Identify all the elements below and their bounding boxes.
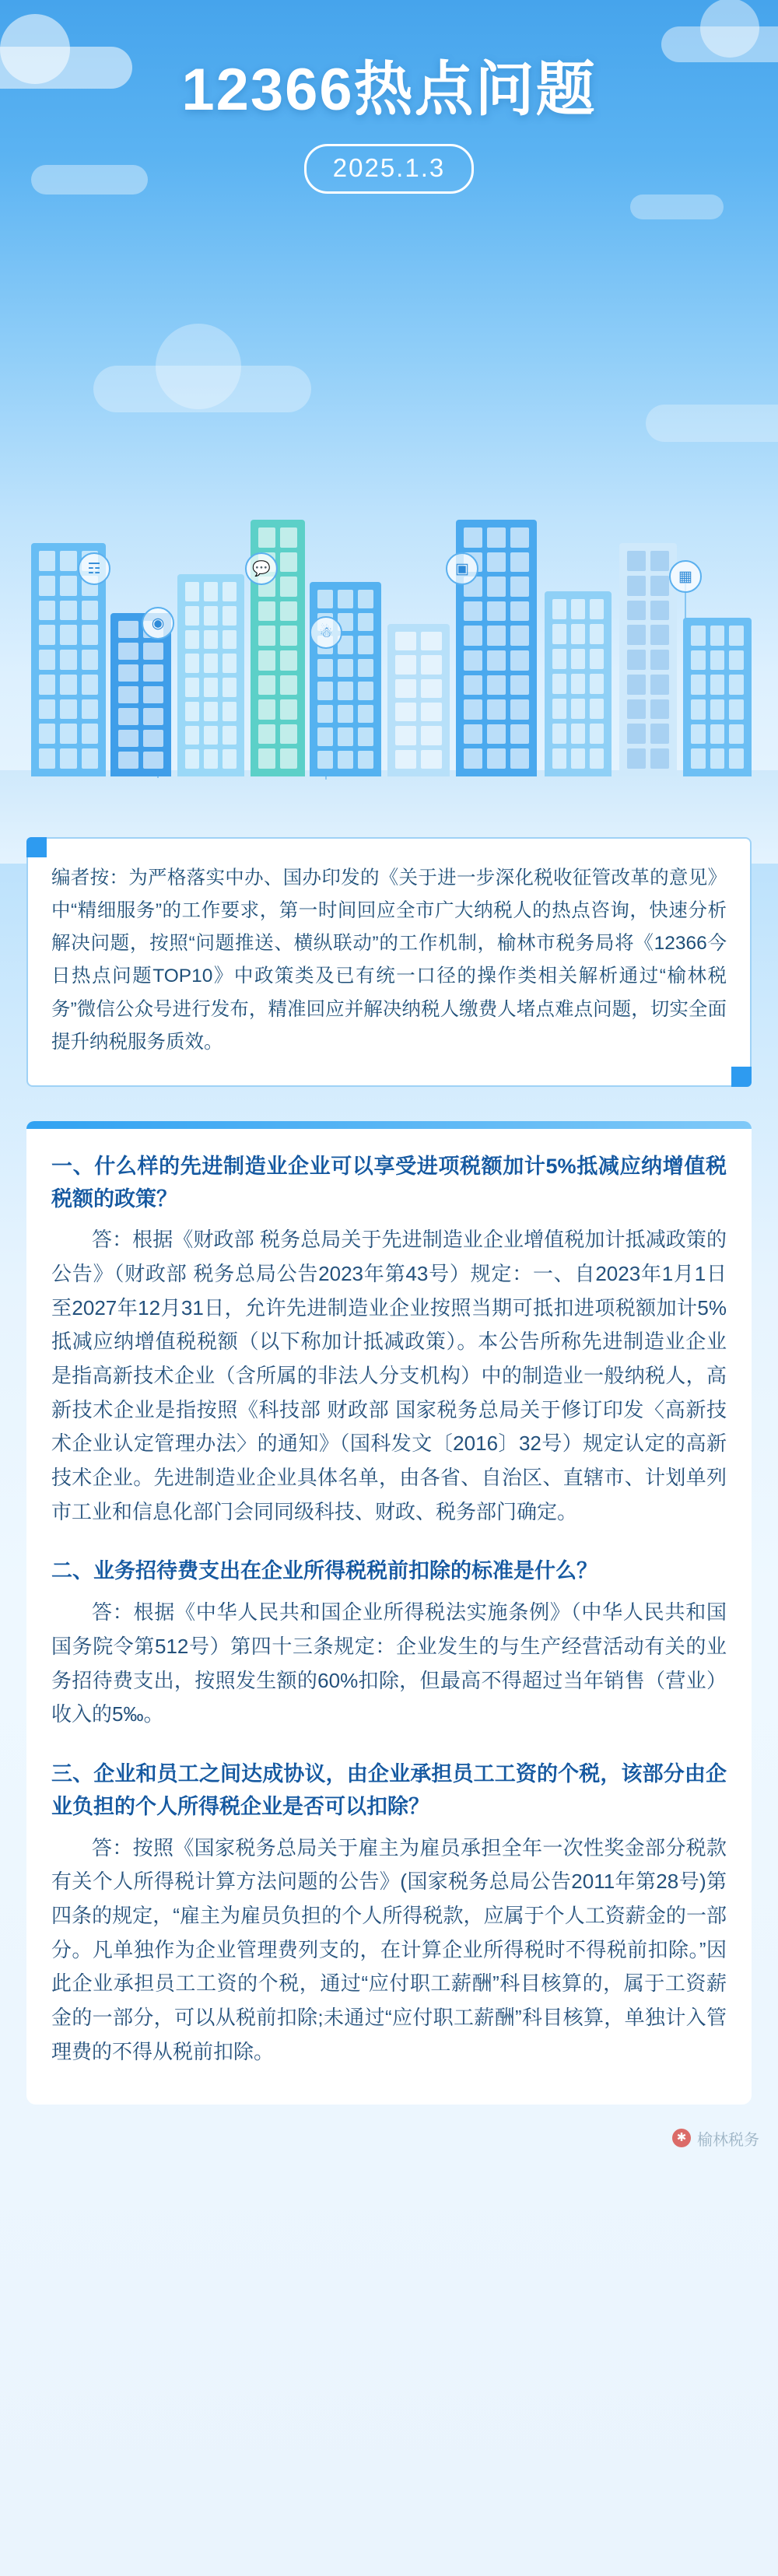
question-text: 三、企业和员工之间达成协议，由企业承担员工工资的个税，该部分由企业负担的个人所得税企业是否可以扣除？ <box>51 1762 727 1818</box>
editor-note-card <box>26 837 752 1087</box>
user-icon: ☃ <box>310 616 342 649</box>
window-grid <box>619 543 677 776</box>
page-title: 12366热点问题 <box>181 57 597 123</box>
building <box>545 591 612 776</box>
corner-decoration <box>731 1067 752 1087</box>
building <box>310 582 381 776</box>
tag-icon: ☶ <box>78 552 110 585</box>
window-grid <box>387 624 450 776</box>
calendar-icon: ▦ <box>669 560 702 593</box>
answer-text: 答：按照《国家税务总局关于雇主为雇员承担全年一次性奖金部分税款有关个人所得税计算方法问题的公告》(国家税务总局公告2011年第28号)第四条的规定，“雇主为雇员负担的个人所得税款，应属于个人工资薪金的一部分。凡单独作为企业管理费列支的，在计算企业所得税时不得税前扣除。”因此企业承担员工工资的个税，通过“应付职工薪酬”科目核算的，属于工资薪金的一部分，可以从税前扣除;未通过“应付职工薪酬”科目核算，单独计入管理费的不得从税前扣除。 <box>51 1835 727 2063</box>
footer-watermark <box>0 2105 778 2171</box>
window-grid <box>545 591 612 776</box>
editor-note-section <box>0 837 778 1087</box>
watermark-label: 榆林税务 <box>697 2131 759 2149</box>
qa-item <box>51 1555 727 1732</box>
city-illustration <box>0 319 778 864</box>
monitor-icon: ▣ <box>446 552 478 585</box>
hero-title-wrap <box>0 0 778 194</box>
window-grid <box>310 582 381 776</box>
hero-banner <box>0 0 778 864</box>
cloud-decoration <box>630 195 724 219</box>
question-text: 二、业务招待费支出在企业所得税税前扣除的标准是什么？ <box>51 1559 598 1583</box>
globe-icon: ◉ <box>142 607 174 640</box>
window-grid <box>177 574 244 776</box>
building <box>619 543 677 776</box>
qa-item <box>51 1758 727 2069</box>
building <box>387 624 450 776</box>
building <box>177 574 244 776</box>
window-grid <box>683 618 752 776</box>
corner-decoration <box>26 837 47 857</box>
chat-icon: 💬 <box>245 552 278 585</box>
question-text: 一、什么样的先进制造业企业可以享受进项税额加计5%抵减应纳增值税税额的政策？ <box>51 1154 727 1211</box>
answer-text: 答：根据《财政部 税务总局关于先进制造业企业增值税加计抵减政策的公告》（财政部 税务总局公告2023年第43号）规定：一、自2023年1月1日至2027年12月31日，允许先进制造业企业按照当期可抵扣进项税额加计5%抵减应纳增值税税额（以下称加计抵减政策）。本公告所称先进制造业企业是指高新技术企业（含所属的非法人分支机构）中的制造业一般纳税人，高新技术企业是指按照《科技部 财政部 国家税务总局关于修订印发〈高新技术企业认定管理办法〉的通知》（国科发文〔2016〕32号）规定认定的高新技术企业。先进制造业企业具体名单，由各省、自治区、直辖市、计划单列市工业和信息化部门会同同级科技、财政、税务部门确定。 <box>51 1228 727 1523</box>
hero-date-badge: 2025.1.3 <box>304 144 474 194</box>
watermark-row <box>672 2127 759 2150</box>
qa-card <box>26 1121 752 2105</box>
editor-note-text: 编者按：为严格落实中办、国办印发的《关于进一步深化税收征管改革的意见》中“精细服务”的工作要求，第一时间回应全市广大纳税人的热点咨询，快速分析解决问题，按照“问题推送、横纵联动”的工作机制，榆林市税务局将《12366今日热点问题TOP10》中政策类及已有统一口径的操作类相关解析通过“榆林税务”微信公众号进行发布，精准回应并解决纳税人缴费人堵点难点问题，切实全面提升纳税服务质效。 <box>51 867 727 1053</box>
building <box>683 618 752 776</box>
weibo-icon: ✱ <box>672 2129 691 2147</box>
qa-item <box>51 1151 727 1530</box>
answer-text: 答：根据《中华人民共和国企业所得税法实施条例》（中华人民共和国国务院令第512号）第四十三条规定：企业发生的与生产经营活动有关的业务招待费支出，按照发生额的60%扣除，但最高不得超过当年销售（营业）收入的5‰。 <box>51 1600 727 1726</box>
